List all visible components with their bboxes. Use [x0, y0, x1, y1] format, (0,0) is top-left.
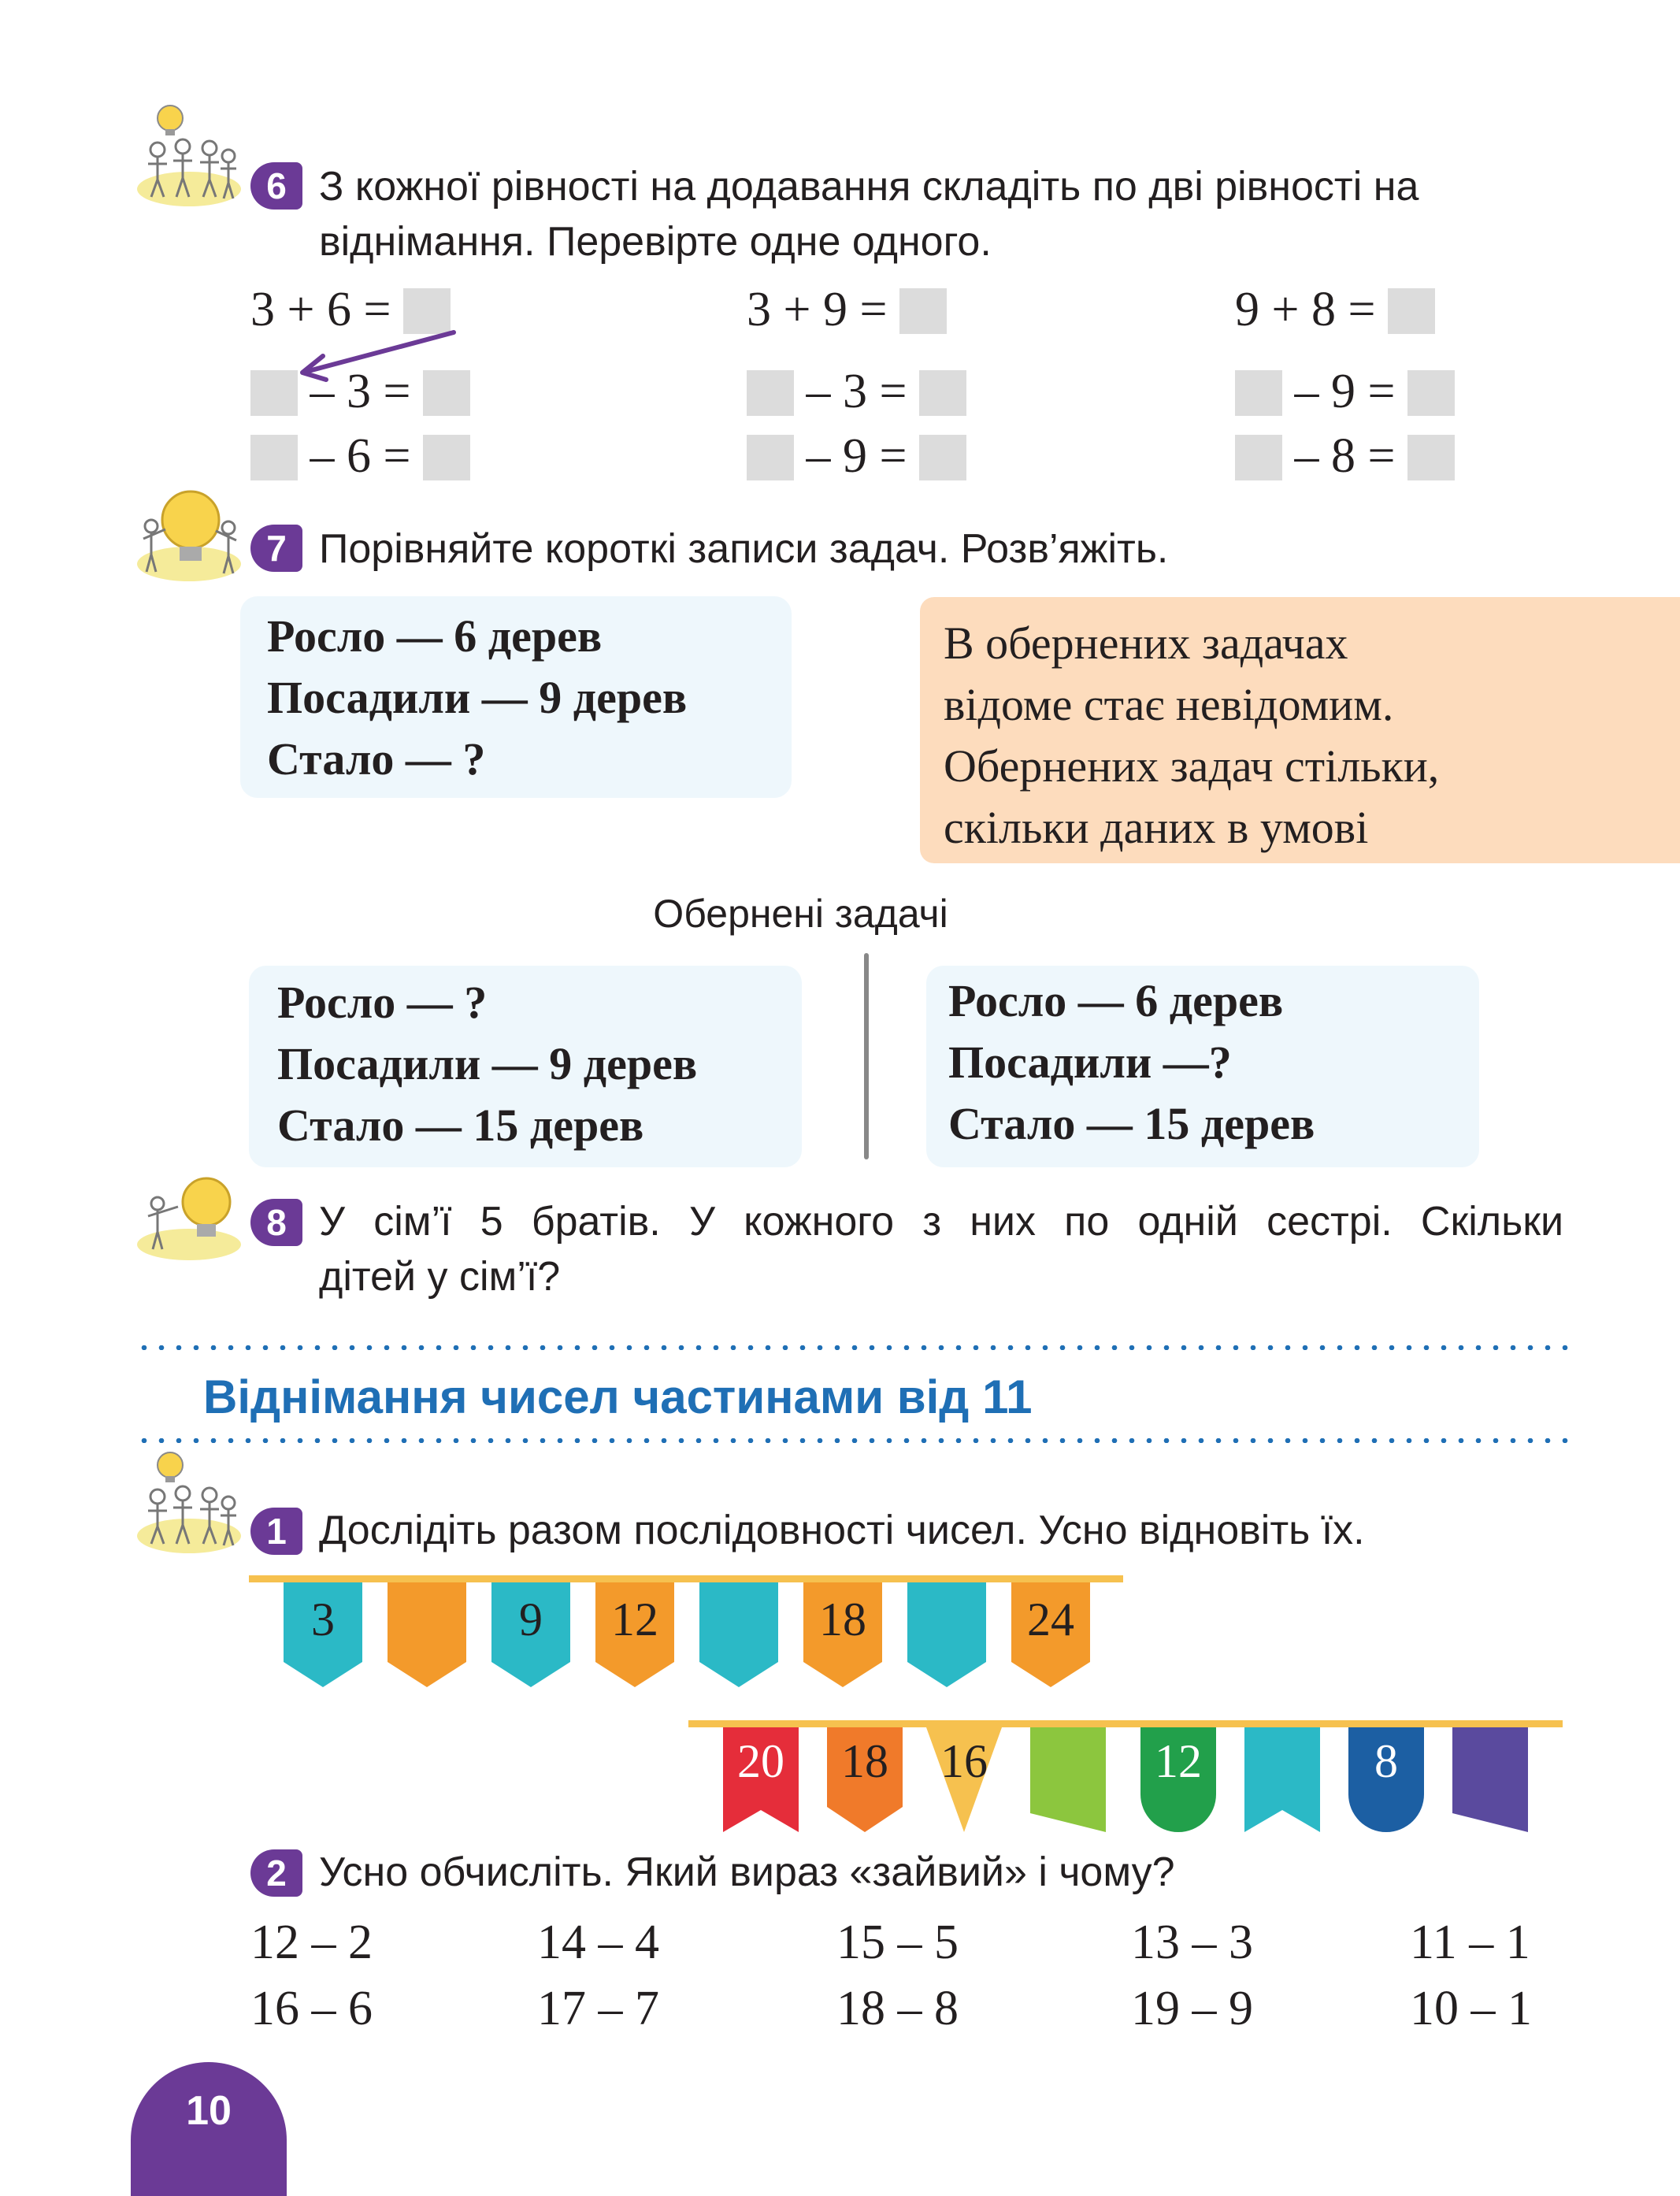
bunting-flag	[827, 1727, 903, 1832]
task-8-badge: 8	[250, 1199, 302, 1246]
expression: 17 – 7	[537, 1982, 659, 2035]
bunting-row-1	[249, 1575, 1131, 1701]
answer-box[interactable]	[1407, 435, 1455, 480]
page-number: 10	[186, 2088, 232, 2134]
bunting-flag	[1244, 1727, 1320, 1832]
equation-sub-1b: – 6 =	[250, 428, 470, 484]
expression: 13 – 3	[1131, 1916, 1253, 1969]
answer-box[interactable]	[1388, 288, 1435, 334]
bunting-flag	[907, 1582, 986, 1687]
group-idea-icon	[134, 101, 244, 211]
expression: 12 – 2	[250, 1916, 373, 1969]
bunting-bar	[688, 1720, 1563, 1727]
equation-sub-1a: – 3 =	[250, 364, 470, 419]
equation-sub-2b: – 9 =	[747, 428, 966, 484]
flag-number: 16	[940, 1735, 988, 1787]
bunting-flag	[723, 1727, 799, 1832]
bunting-flag	[284, 1582, 362, 1687]
task-1-badge: 1	[250, 1508, 302, 1555]
arrow-icon	[291, 323, 465, 386]
expression: 14 – 4	[537, 1916, 659, 1969]
bunting-flag	[1452, 1727, 1528, 1832]
answer-box[interactable]	[1407, 370, 1455, 416]
bunting-flag	[388, 1582, 466, 1687]
task-6-text: З кожної рівності на додавання складіть по дві рівності на віднімання. Перевірте одне одного.	[319, 164, 1419, 265]
inverse-problems-title: Обернені задачі	[653, 892, 948, 936]
rule-box	[920, 597, 1680, 863]
dotted-line-bottom	[135, 1438, 1569, 1443]
bunting-flag	[1030, 1727, 1106, 1832]
problem-line: Стало — ?	[267, 733, 486, 785]
flag-number: 3	[311, 1593, 335, 1645]
bunting-flag	[926, 1727, 1002, 1832]
flag-number: 9	[519, 1593, 543, 1645]
equation-sub-3b: – 8 =	[1235, 428, 1455, 484]
task-2-text: Усно обчисліть. Який вираз «зайвий» і чому?	[319, 1849, 1175, 1895]
bunting-flag	[803, 1582, 882, 1687]
section-title: Віднімання чисел частинами від 11	[203, 1371, 1033, 1423]
expression: 15 – 5	[836, 1916, 959, 1969]
lightbulb-person-icon	[134, 1169, 244, 1263]
answer-box[interactable]	[250, 370, 298, 416]
equation-sum-1: 3 + 6 =	[250, 282, 451, 337]
flag-number: 8	[1374, 1735, 1398, 1787]
flag-number: 12	[1155, 1735, 1202, 1787]
bunting-flag	[595, 1582, 674, 1687]
answer-box[interactable]	[899, 288, 947, 334]
rule-line: скільки даних в умові	[944, 802, 1369, 853]
equation-sum-3: 9 + 8 =	[1235, 282, 1435, 337]
answer-box[interactable]	[747, 370, 794, 416]
bunting-flag	[1348, 1727, 1424, 1832]
task-7-badge: 7	[250, 525, 302, 572]
answer-box[interactable]	[1235, 435, 1282, 480]
task-2-badge: 2	[250, 1849, 302, 1897]
task-8-line-2: дітей у сім’ї?	[319, 1254, 561, 1300]
bunting-row-2	[688, 1720, 1563, 1846]
task-7-text: Порівняйте короткі записи задач. Розв’яжіть.	[319, 526, 1169, 572]
answer-box[interactable]	[1235, 370, 1282, 416]
dotted-line-top	[135, 1345, 1569, 1350]
lightbulb-team-icon	[134, 482, 244, 584]
flag-number: 18	[841, 1735, 888, 1787]
expression: 10 – 1	[1410, 1982, 1532, 2035]
answer-box[interactable]	[919, 370, 966, 416]
answer-box[interactable]	[747, 435, 794, 480]
flag-number: 12	[611, 1593, 658, 1645]
main-problem-box	[240, 596, 792, 798]
group-idea-icon	[134, 1448, 244, 1558]
expression: 16 – 6	[250, 1982, 373, 2035]
flag-number: 24	[1027, 1593, 1074, 1645]
flag-number: 20	[737, 1735, 784, 1787]
task-6-badge: 6	[250, 162, 302, 210]
inverse-problem-right: Росло — 6 дерев Посадили —? Стало — 15 дерев	[926, 966, 1479, 1167]
expression: 11 – 1	[1410, 1916, 1530, 1969]
expression: 19 – 9	[1131, 1982, 1253, 2035]
task-8-line-1: У сім’ї 5 братів. У кожного з них по одній сестрі. Скільки	[319, 1199, 1563, 1245]
rule-line: В обернених задачах	[944, 618, 1348, 669]
expression: 18 – 8	[836, 1982, 959, 2035]
equation-sub-2a: – 3 =	[747, 364, 966, 419]
inverse-problem-left: Росло — ? Посадили — 9 дерев Стало — 15 дерев	[249, 966, 802, 1167]
rule-line: Обернених задач стільки,	[944, 740, 1440, 792]
bunting-flag	[1140, 1727, 1216, 1832]
bunting-flag	[699, 1582, 778, 1687]
equation-sum-2: 3 + 9 =	[747, 282, 947, 337]
bunting-bar	[249, 1575, 1123, 1582]
answer-box[interactable]	[919, 435, 966, 480]
rule-line: відоме стає невідомим.	[944, 679, 1394, 730]
divider	[864, 953, 869, 1159]
task-1-text: Дослідіть разом послідовності чисел. Усно відновіть їх.	[319, 1508, 1365, 1553]
problem-line: Росло — 6 дерев	[267, 610, 603, 662]
bunting-flag	[1011, 1582, 1090, 1687]
bunting-flag	[491, 1582, 570, 1687]
flag-number: 18	[819, 1593, 866, 1645]
answer-box[interactable]	[250, 435, 298, 480]
equation-sub-3a: – 9 =	[1235, 364, 1455, 419]
answer-box[interactable]	[423, 435, 470, 480]
problem-line: Посадили — 9 дерев	[267, 672, 688, 723]
